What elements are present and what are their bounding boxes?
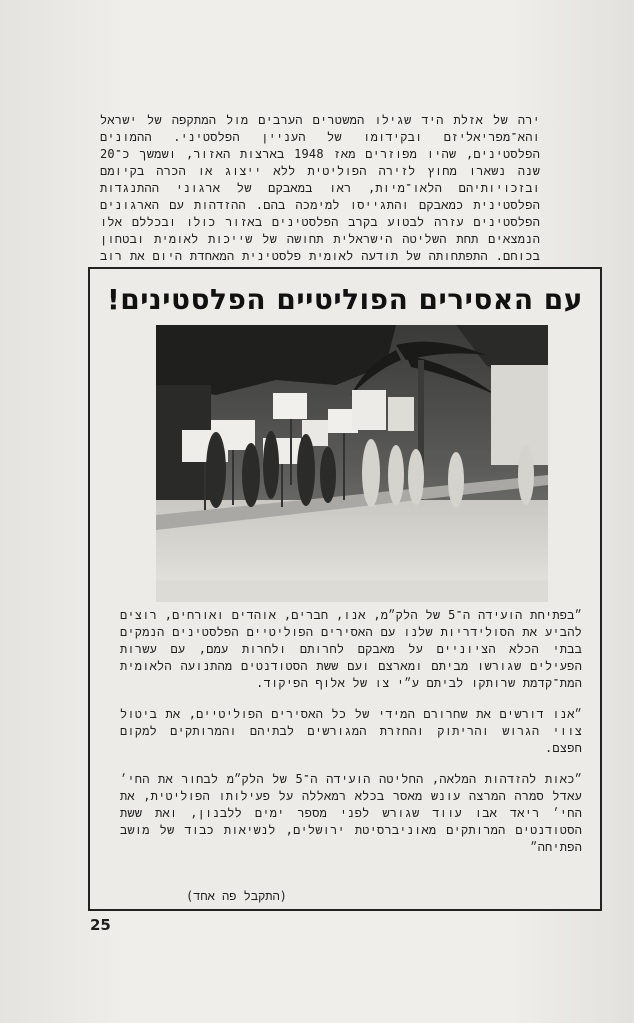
intro-paragraph: ירה של אזלת היד שגילו המשטרים הערבים מול המתקפה של ישראל והא־מפריאליזם ובקידומו של העניין הפלסטיני. ההמונים הפלסטינים, שהיו מפוזרים מאז 1948 בארצות האזור, ושמשך כ־20 שנה נשארו מחוץ לזירה הפוליטית ללא ייצוג או הכרה בקיומם ובזכויותיהם הלאו־מיות, ראו במאבקם של ארגוני ההתנגדות הפלסטינית כמאבקם והתגייסו למימכה בהם. ההזדהות עם הארגונים הפלסטינים עזרה לבטוע בקרב הפלסטינים באזור כולו ובכללם אלו הנמצאים תחת השליטה הישראלית תחושה של שייכות לאומית ובטחון בכוחם. התפתחותה של תודעה לאומית פלסטינית המאחדת היום את רוב [100,113,540,263]
resolution-box [88,267,602,911]
page-number: 25 [90,916,111,934]
intro-text-block [100,112,540,282]
resolution-paragraph-2: ״אנו דורשים את שחרורם המידי של כל האסירים הפוליטיים, את ביטול צווי הגרוש והריתוק והחזרת המגורשים לבתיהם והמרותקים למקום חפצם. [120,707,582,755]
resolution-paragraph-3: ״כאות להזדהות המלאה, החליטה הועידה ה־5 של הלק״מ לבחור את החי׳ עאדל סמרה המרצה עונש מאסר בכלא רמאללה על פעילותו הפוליטית, את החי׳ ריאד אבו עווד שגורש לפני מספר ימים ללבנון, ואת ששת הסטודנטים המרותקים מאוניברסיטת ירושלים, לנשיאות כבוד של מושב הפתיחה״ [120,772,582,854]
resolution-text [120,607,582,870]
protest-photo-illustration [156,325,548,602]
box-headline: עם האסירים הפוליטיים הפלסטינים! [107,283,583,316]
resolution-paragraph-1: ״בפתיחת הועידה ה־5 של הלק״מ, אנו, חברים, אוהדים ואורחים, רוצים להביע את הסולידריות שלנו עם האסירים הפוליטיים הפלסטינים הנמקים בבתי הכלא הציוניים על מאבקם לחרותם ולחרות עמם, עם עשרות הפעילים שגורשו מביתם ומארצם ועם ששת הסטודנטים מהתנועה הלאומית המת־קדמת שרותקו לביתם ע״י צו של אלוף הפיקוד. [120,608,582,690]
unanimous-note: (התקבל פה אחד) [186,889,287,903]
protest-photo [156,325,548,602]
